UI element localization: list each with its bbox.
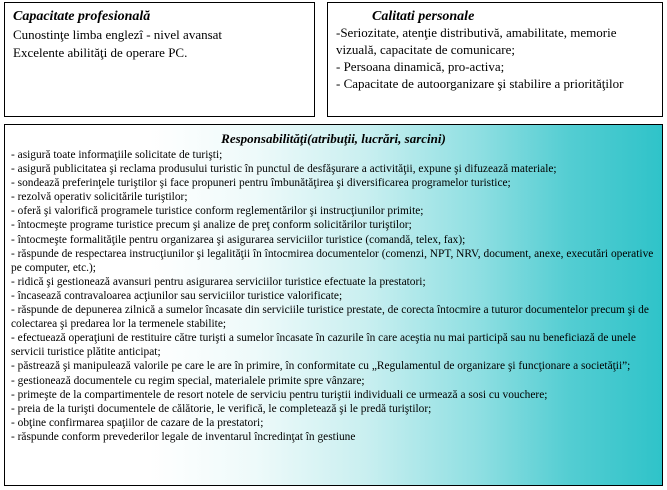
- calitati-personale-box: [327, 2, 663, 117]
- list-item: - primeşte de la compartimentele de resort notele de serviciu pentru turiştii individuali ce urmează a sosi cu vouchere;: [11, 388, 548, 401]
- capacitate-profesionala-box: [4, 2, 315, 117]
- list-item: - efectuează operaţiuni de restituire către turişti a sumelor încasate în cazurile în care aceştia nu mai participă sau nu beneficiază de unele servicii turistice plătite anticipat;: [11, 332, 636, 359]
- list-item: - gestionează documentele cu regim special, materialele primite spre vânzare;: [11, 374, 365, 387]
- list-item: - preia de la turişti documentele de călătorie, le verifică, le completează şi le predă turiştilor;: [11, 402, 432, 415]
- list-item: - întocmeşte programe turistice precum şi analize de preţ conform solicitărilor turiştilor;: [11, 219, 412, 232]
- calitati-line: -Seriozitate, atenţie distributivă, amabilitate, memorie vizuală, capacitate de comunicare;: [336, 25, 617, 57]
- capacitate-title: Capacitate profesională: [13, 9, 151, 24]
- capacitate-line: Cunostinţe limba englezî - nivel avansat: [13, 27, 223, 42]
- calitati-line: - Persoana dinamică, pro-activa;: [336, 59, 505, 74]
- calitati-line: - Capacitate de autoorganizare şi stabilire a priorităţilor: [336, 76, 624, 91]
- responsabilitati-title: Responsabilităţi(atribuţii, lucrări, sarcini): [221, 131, 446, 146]
- list-item: - asigură publicitatea şi reclama produsului turistic în punctul de desfăşurare a activităţii, expune şi difuzează materiale;: [11, 163, 557, 176]
- responsabilitati-box: [4, 124, 663, 486]
- list-item: - întocmeşte formalităţile pentru organizarea şi asigurarea serviciilor turistice (comandă, telex, fax);: [11, 233, 466, 246]
- calitati-title: Calitati personale: [372, 9, 475, 24]
- list-item: - răspunde conform prevederilor legale de inventarul încredinţat în gestiune: [11, 430, 356, 443]
- list-item: - sondează preferinţele turiştilor şi face propuneri pentru îmbunătăţirea şi diversificarea programelor turistice;: [11, 177, 511, 190]
- list-item: - răspunde de depunerea zilnică a sumelor încasate din serviciile turistice prestate, de corecta întocmire a tuturor documentelor precum şi de colectarea şi predarea lor la termenele stabilite;: [11, 304, 649, 331]
- list-item: - rezolvă operativ solicitările turiştilor;: [11, 191, 188, 204]
- capacitate-line: Excelente abilităţi de operare PC.: [13, 45, 188, 60]
- list-item: - păstrează şi manipulează valorile pe care le are în primire, în conformitate cu „Regulamentul de organizare şi funcţionare a societăţii”;: [11, 360, 631, 373]
- list-item: - asigură toate informaţiile solicitate de turişti;: [11, 149, 223, 161]
- list-item: - oferă şi valorifică programele turistice conform reglementărilor şi instrucţiunilor primite;: [11, 205, 424, 218]
- responsabilitati-list: [5, 148, 662, 444]
- list-item: - ridică şi gestionează avansuri pentru asigurarea serviciilor turistice efectuate la prestatori;: [11, 275, 426, 288]
- list-item: - obţine confirmarea spaţiilor de cazare de la prestatori;: [11, 416, 264, 429]
- list-item: - încasează contravaloarea acţiunilor sau serviciilor turistice valorificate;: [11, 289, 343, 302]
- list-item: - răspunde de respectarea instrucţiunilor şi legalităţii în întocmirea documentelor (comenzi, NPT, NRV, document, anexe, executări operative pe computer, etc.);: [11, 247, 654, 274]
